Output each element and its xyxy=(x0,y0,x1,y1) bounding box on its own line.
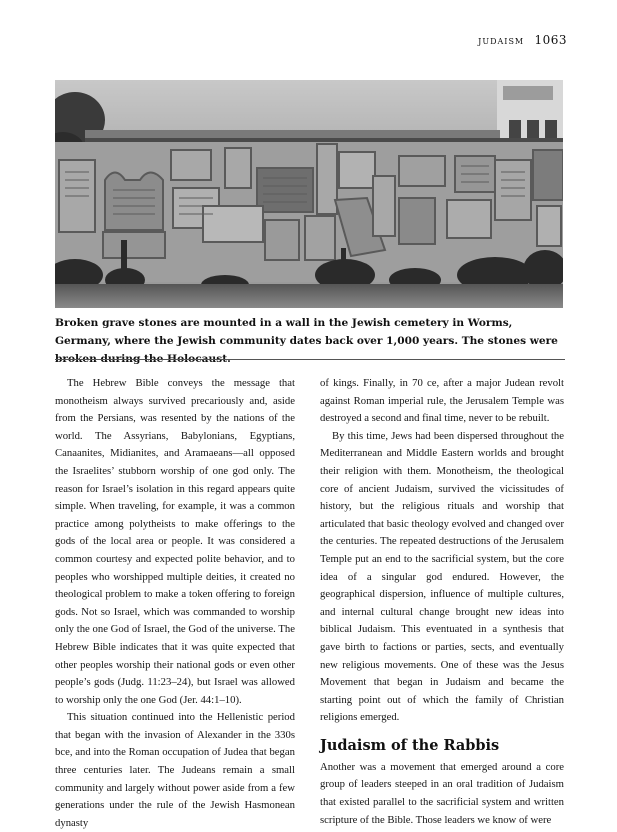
body-paragraph: By this time, Jews had been dispersed throughout the Mediterranean and Middle Eastern worlds and brought their religion with them. Monotheism, the theological core of ancient Judaism, survived the vicissitudes of history, but the religious rituals and worship that articulated that basic theology evolved and changed over the centuries. The repeated destructions of the Jerusalem Temple put an end to the sacrificial system, but the core idea of a singular god endured. However, the geographical dispersion, influence of multiple cultures, and internal cultural change brought new ideas into biblical Judaism. This eventuated in a synthesis that gave birth to factions or parties, sects, and eventually new religious movements. One of these was the Jesus Movement that began in Judaism and became the starting point out of which the family of Christian religions emerged. xyxy=(320,429,564,724)
body-paragraph: Another was a movement that emerged around a core group of leaders steeped in an oral tradition of Judaism that existed parallel to the sacrificial system and written scripture of the Bible. Those leaders we know of were xyxy=(320,760,564,826)
page-number: 1063 xyxy=(534,33,567,47)
photo-caption: Broken grave stones are mounted in a wall in the Jewish cemetery in Worms, Germany, where the Jewish community dates back over 1,000 years. The stones were broken during the Holocaust. xyxy=(55,317,558,365)
left-column xyxy=(55,375,295,832)
body-paragraph: of kings. Finally, in 70 ce, after a major Judean revolt against Roman imperial rule, the Jerusalem Temple was destroyed a second and final time, never to be rebuilt. xyxy=(320,377,564,425)
caption-divider xyxy=(55,359,565,360)
body-paragraph: The Hebrew Bible conveys the message that monotheism always survived precariously and, aside from the Persians, was resented by the nations of the world. The Assyrians, Babylonians, Egyptians, Canaanites, Midianites, and Aramaeans—all opposed the Israelites’ stubborn worship of one god only. The reason for Israel’s isolation in this regard appears quite simple. When traveling, for example, it was a common practice among polytheists to make offerings to the gods of the local area or people. It was considered a common courtesy and expected polite behavior, and to peoples who worshipped multiple deities, it created no theological problem to make a token offering to foreign gods. Not so Israel, which was commanded to worship only the one God of Israel, the God of the universe. The Hebrew Bible indicates that it was quite expected that other peoples worship their national gods or even other people’s gods (Judg. 11:23–24), but Israel was allowed to worship only the one God (Jer. 44:1–10). xyxy=(55,377,295,706)
body-paragraph: This situation continued into the Hellenistic period that began with the invasion of Alexander in the 330s bce, and into the Roman occupation of Judea that began three centuries later. The Judeans remain a small community and largely without power aside from a few generations under the rule of the Jewish Hasmonean dynasty xyxy=(55,711,295,829)
running-header xyxy=(478,33,567,47)
cemetery-wall-photo xyxy=(55,80,563,308)
right-column xyxy=(320,375,564,829)
section-heading: Judaism of the Rabbis xyxy=(320,736,500,754)
running-header-title: judaism xyxy=(478,34,525,47)
